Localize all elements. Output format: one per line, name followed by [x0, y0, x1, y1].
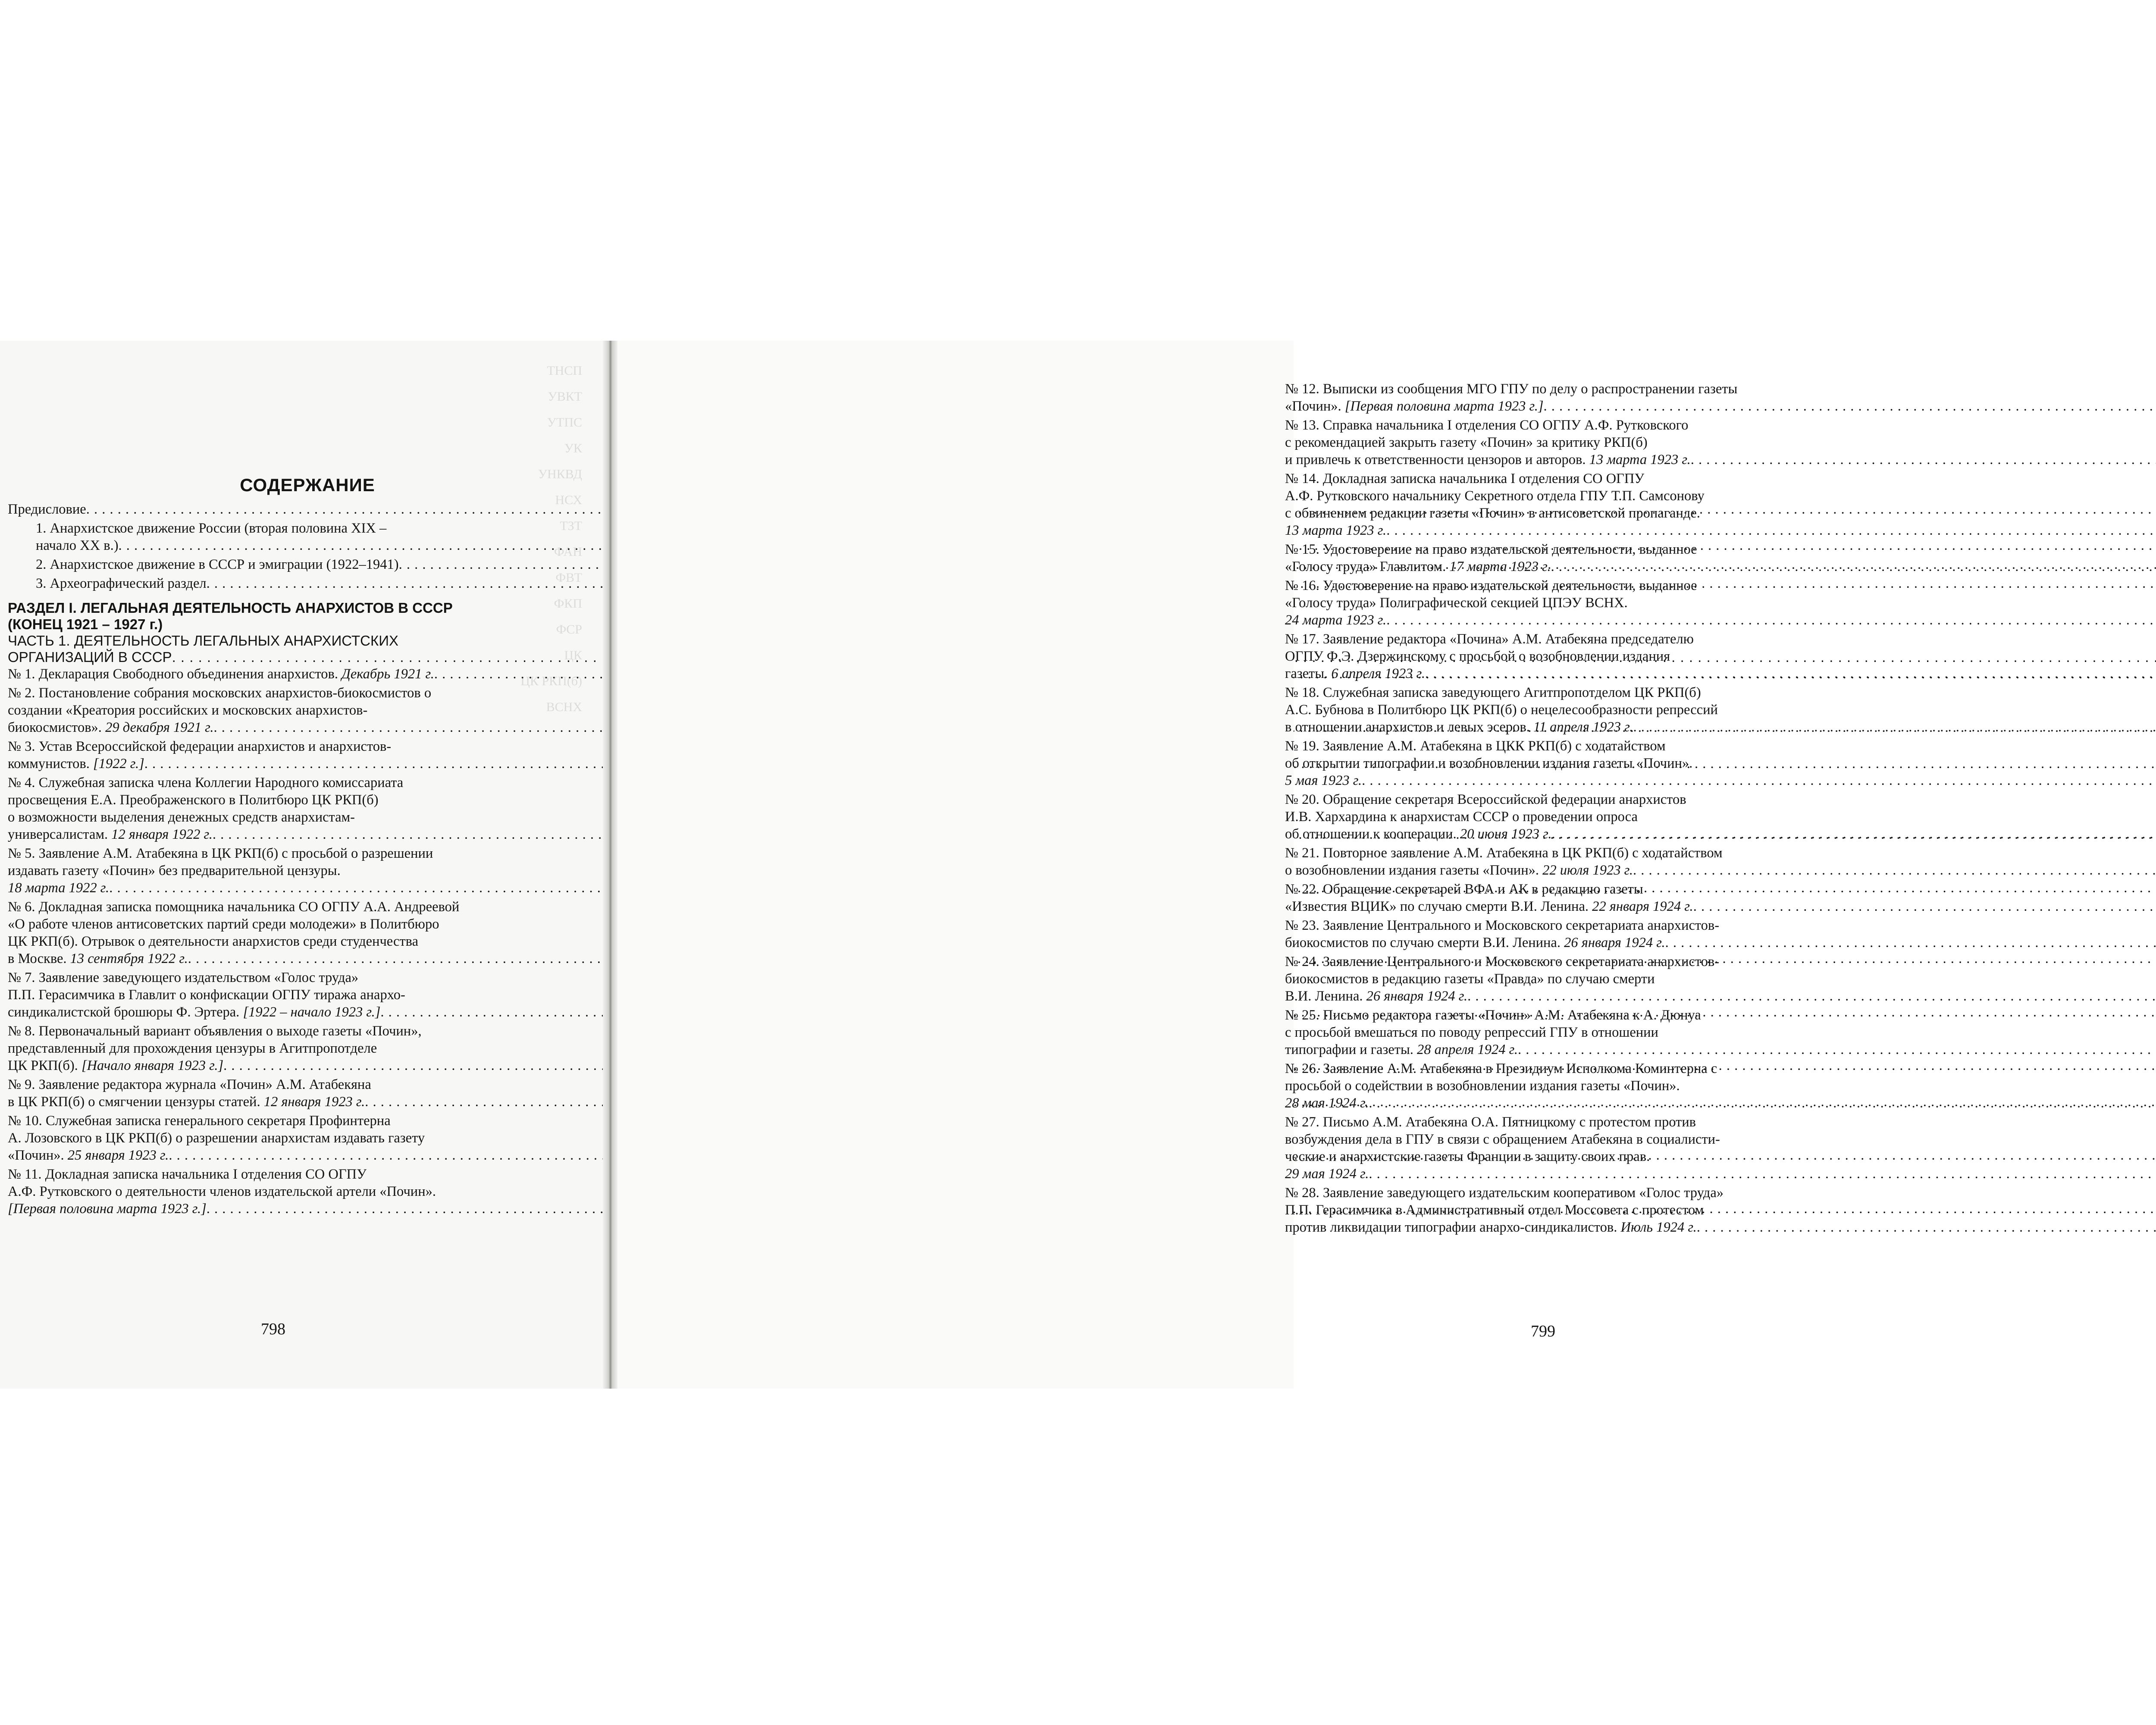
toc-entry-line — [1285, 862, 1861, 879]
entry-text: просвещения Е.А. Преображенского в Политбюро ЦК РКП(б) — [8, 792, 379, 808]
entry-text: № 14. Докладная записка начальника I отделения СО ОГПУ — [1285, 471, 1645, 486]
dot-leader — [1551, 558, 2156, 575]
entry-date: 5 мая 1923 г. — [1285, 773, 1362, 788]
toc-entry-line — [1285, 970, 1861, 988]
entry-text: коммунистов. — [8, 756, 93, 772]
toc-entry-line — [1285, 953, 1861, 970]
toc-entry-line — [8, 969, 555, 986]
toc-entry-line — [8, 1057, 555, 1074]
entry-date: 29 мая 1924 г. — [1285, 1166, 1369, 1182]
toc-entry-line — [1285, 630, 1861, 648]
entry-text: № 3. Устав Всероссийской федерации анархистов и анархистов- — [8, 739, 392, 754]
toc-entry-line — [8, 791, 555, 809]
toc-entry — [1285, 470, 1861, 539]
bleed-through-text: УВКТ — [548, 389, 582, 404]
dot-leader — [1386, 522, 2156, 539]
entry-date: [1922 – начало 1923 г.] — [243, 1004, 381, 1020]
toc-entry-line — [1285, 398, 1861, 415]
entry-text: № 27. Письмо А.М. Атабекяна О.А. Пятницкому с протестом против — [1285, 1114, 1696, 1130]
entry-text: «Голосу труда» Полиграфической секцией ЦПЭУ ВСНХ. — [1285, 595, 1628, 611]
entry-text: газеты. — [1285, 666, 1332, 681]
bleed-through-text: ФСР — [556, 622, 582, 637]
book-spread — [0, 341, 1738, 1389]
bleed-through-text: ФАН — [554, 545, 582, 559]
toc-entry-line — [8, 916, 555, 933]
toc-entry-line — [1285, 701, 1861, 718]
entry-text: создании «Креатория российских и московских анархистов- — [8, 703, 368, 718]
entry-date: [Начало января 1923 г.] — [81, 1058, 224, 1073]
entry-text: «Почин». — [1285, 398, 1345, 414]
entry-text: типографии и газеты. — [1285, 1042, 1417, 1057]
toc-entry-line — [8, 501, 555, 518]
entry-text: А. Лозовского в ЦК РКП(б) о разрешении анархистам издавать газету — [8, 1130, 425, 1146]
entry-text: А.Ф. Рутковского начальнику Секретного отдела ГПУ Т.П. Самсонову — [1285, 488, 1705, 504]
toc-entry-line — [8, 684, 555, 702]
toc-entry-line — [1285, 1024, 1861, 1041]
toc-entry-line — [1285, 772, 1861, 789]
toc-entry-line — [1285, 487, 1861, 505]
entry-text: 3. Археографический раздел — [36, 576, 207, 591]
entry-text: № 22. Обращение секретарей ВФА и АК в редакцию газеты — [1285, 881, 1643, 897]
entry-date: 6 апреля 1923 г. — [1331, 666, 1425, 681]
entry-text: № 4. Служебная записка члена Коллегии Народного комиссариата — [8, 775, 404, 790]
toc-entry-line — [1285, 1113, 1861, 1131]
toc-entry-line — [36, 556, 555, 573]
toc-entry-line — [1285, 1095, 1861, 1112]
toc-entry — [1285, 380, 1861, 415]
toc-entry-line — [8, 1022, 555, 1040]
toc-entry — [8, 501, 555, 518]
entry-text: в ЦК РКП(б) о смягчении цензуры статей. — [8, 1094, 264, 1110]
entry-date: 28 мая 1924 г. — [1285, 1095, 1369, 1111]
entry-text: синдикалистской брошюры Ф. Эртера. — [8, 1004, 243, 1020]
document-entry-list — [8, 665, 555, 1217]
toc-entry-line — [8, 665, 555, 683]
toc-entry-line — [1285, 470, 1861, 487]
section-heading — [8, 600, 555, 633]
toc-entry — [8, 969, 555, 1021]
entry-text: издавать газету «Почин» без предварительной цензуры. — [8, 863, 341, 878]
entry-text: биокосмистов в редакцию газеты «Правда» по случаю смерти — [1285, 971, 1655, 987]
entry-text: начало XX в.) — [36, 538, 119, 553]
entry-date: 29 декабря 1921 г. — [105, 720, 214, 735]
part-heading — [8, 633, 555, 665]
entry-date: 28 апреля 1924 г. — [1417, 1042, 1518, 1057]
page-folio: 798 — [261, 1320, 285, 1338]
entry-date: 13 марта 1923 г. — [1589, 452, 1691, 467]
entry-text: «О работе членов антисоветских партий среди молодежи» в Политбюро — [8, 916, 439, 932]
entry-date: 17 марта 1923 г. — [1449, 559, 1551, 574]
toc-entry-line — [1285, 988, 1861, 1005]
entry-text: о возможности выделения денежных средств анархистам- — [8, 809, 355, 825]
toc-entry — [1285, 953, 1861, 1005]
toc-entry — [8, 1022, 555, 1074]
dot-leader — [1369, 1095, 2156, 1112]
toc-entry-line — [1285, 1041, 1861, 1058]
entry-date: [Первая половина марта 1923 г.] — [1344, 398, 1544, 414]
bleed-through-text: ВСНХ — [546, 700, 582, 714]
toc-entry-line — [1285, 1165, 1861, 1182]
dot-leader — [1467, 988, 2156, 1005]
toc-entry-line — [8, 1147, 555, 1164]
entry-text: № 8. Первоначальный вариант объявления о выходе газеты «Почин», — [8, 1023, 422, 1039]
toc-entry-line — [1285, 844, 1861, 862]
bleed-through-text: ТЗТ — [560, 519, 582, 533]
toc-entry-line — [1285, 825, 1861, 843]
entry-text: и привлечь к ответственности цензоров и авторов. — [1285, 452, 1589, 467]
toc-entry-line — [8, 1166, 555, 1183]
toc-entry-line — [8, 950, 555, 967]
entry-date: 12 января 1923 г. — [263, 1094, 365, 1110]
entry-text: просьбой о содействии в возобновлении издания газеты «Почин». — [1285, 1078, 1680, 1094]
entry-text: с обвинением редакции газеты «Почин» в антисоветской пропаганде. — [1285, 505, 1700, 521]
dot-leader — [1633, 862, 2156, 879]
toc-entry-line — [8, 738, 555, 755]
entry-text: Предисловие — [8, 502, 86, 517]
entry-date: 18 марта 1922 г. — [8, 880, 110, 896]
document-entry-list — [1285, 380, 1861, 1236]
toc-entry — [1285, 1184, 1861, 1236]
toc-entry — [8, 738, 555, 772]
toc-entry — [8, 665, 555, 683]
entry-text: № 17. Заявление редактора «Почина» А.М. Атабекяна председателю — [1285, 631, 1694, 647]
bleed-through-text: ЦК — [564, 648, 582, 662]
entry-date: 12 января 1922 г. — [111, 827, 213, 842]
toc-entry-line — [1285, 1148, 1861, 1165]
entry-text: 2. Анархистское движение в СССР и эмиграции (1922–1941) — [36, 557, 399, 572]
entry-date: 11 апреля 1923 г. — [1533, 719, 1633, 735]
toc-entry-line — [1285, 594, 1861, 612]
entry-date: [1922 г.] — [93, 756, 144, 772]
entry-text: биокосмистов». — [8, 720, 106, 735]
toc-entry-line — [8, 1040, 555, 1057]
entry-text: универсалистам. — [8, 827, 112, 842]
entry-text: № 20. Обращение секретаря Всероссийской федерации анархистов — [1285, 792, 1686, 807]
toc-entry-line — [8, 755, 555, 772]
entry-text: о возобновлении издания газеты «Почин». — [1285, 862, 1543, 878]
entry-date: Июль 1924 г. — [1620, 1220, 1697, 1235]
toc-entry — [1285, 541, 1861, 575]
toc-entry-line — [8, 826, 555, 843]
entry-text: представленный для прохождения цензуры в Агитпропотделе — [8, 1041, 377, 1056]
toc-entry-line — [1285, 648, 1861, 665]
right-page — [610, 341, 1738, 1389]
bleed-through-text: ЦК РКП(б) — [520, 674, 582, 688]
entry-text: об отношении к кооперации. — [1285, 826, 1460, 842]
toc-entry-line — [8, 1129, 555, 1147]
entry-text: № 7. Заявление заведующего издательством «Голос труда» — [8, 970, 359, 985]
toc-entry-line — [1285, 934, 1861, 951]
toc-entry-line — [8, 719, 555, 736]
right-toc-content — [1285, 380, 1861, 1238]
entry-text: биокосмистов по случаю смерти В.И. Ленина. — [1285, 935, 1564, 950]
entry-text: «Почин». — [8, 1148, 68, 1163]
toc-entry-line — [36, 520, 555, 537]
entry-text: № 25. Письмо редактора газеты «Почин» А.М. Атабекяна к А. Дюнуа — [1285, 1007, 1701, 1023]
toc-entry-line — [1285, 665, 1861, 682]
section-heading-line: (КОНЕЦ 1921 – 1927 г.) — [8, 616, 163, 632]
toc-entry-line — [1285, 1201, 1861, 1219]
toc-entry-line — [8, 1112, 555, 1129]
entry-text: А.С. Бубнова в Политбюро ЦК РКП(б) о нецелесообразности репрессий — [1285, 702, 1718, 718]
toc-entry-line — [8, 702, 555, 719]
entry-text: № 9. Заявление редактора журнала «Почин» А.М. Атабекяна — [8, 1077, 371, 1092]
entry-text: 1. Анархистское движение России (вторая половина XIX – — [36, 521, 387, 536]
toc-entry — [8, 575, 555, 592]
entry-text: № 26. Заявление А.М. Атабекяна в Президиум Исполкома Коминтерна с — [1285, 1061, 1717, 1076]
entry-text: № 11. Докладная записка начальника I отделения СО ОГПУ — [8, 1167, 367, 1182]
toc-entry — [8, 556, 555, 573]
toc-entry — [1285, 630, 1861, 682]
entry-date: 13 сентября 1922 г. — [70, 951, 188, 966]
toc-entry-line — [8, 1004, 555, 1021]
dot-leader — [1633, 718, 2156, 736]
dot-leader — [1362, 772, 2156, 789]
toc-entry-line — [1285, 577, 1861, 594]
entry-text: с рекомендацией закрыть газету «Почин» за критику РКП(б) — [1285, 435, 1648, 450]
toc-entry-line — [36, 537, 555, 554]
toc-entry — [1285, 1113, 1861, 1182]
toc-entry-line — [36, 575, 555, 592]
toc-entry-line — [1285, 505, 1861, 522]
toc-entry-line — [1285, 737, 1861, 755]
toc-entry-line — [1285, 1007, 1861, 1024]
entry-text: № 12. Выписки из сообщения МГО ГПУ по делу о распространении газеты — [1285, 381, 1738, 397]
dot-leader — [1544, 398, 2156, 415]
toc-entry-line — [1285, 417, 1861, 434]
part-heading-line: ЧАСТЬ 1. ДЕЯТЕЛЬНОСТЬ ЛЕГАЛЬНЫХ АНАРХИСТСКИХ — [8, 633, 398, 649]
toc-entry — [8, 684, 555, 736]
entry-text: В.И. Ленина. — [1285, 988, 1366, 1004]
toc-entry — [8, 1076, 555, 1110]
entry-date: 26 января 1924 г. — [1366, 988, 1468, 1004]
dot-leader — [1369, 1165, 2156, 1182]
toc-entry-line — [1285, 612, 1861, 629]
toc-entry — [1285, 417, 1861, 468]
entry-text: № 13. Справка начальника I отделения СО ОГПУ А.Ф. Рутковского — [1285, 417, 1689, 433]
entry-text: П.П. Герасимчика в Административный отдел Моссовета с протестом — [1285, 1202, 1704, 1218]
entry-text: против ликвидации типографии анархо-синдикалистов. — [1285, 1220, 1621, 1235]
entry-date: 24 марта 1923 г. — [1285, 612, 1387, 628]
toc-entry-line — [8, 809, 555, 826]
toc-entry — [1285, 917, 1861, 951]
toc-entry-line — [1285, 1131, 1861, 1148]
toc-entry-line — [1285, 881, 1861, 898]
toc-entry — [1285, 844, 1861, 879]
entry-text: ОГПУ Ф.Э. Дзержинскому с просьбой о возобновлении издания — [1285, 649, 1670, 664]
bleed-through-text: УНКВД — [538, 467, 582, 481]
toc-entry-line — [1285, 755, 1861, 772]
dot-leader — [1693, 898, 2156, 915]
entry-text: в Москве. — [8, 951, 70, 966]
part-heading-line: ОРГАНИЗАЦИЙ В СССР . . . — [8, 649, 555, 665]
entry-text: И.В. Хархардина к анархистам СССР о проведении опроса — [1285, 809, 1638, 825]
bleed-through-text: ТНСП — [547, 364, 582, 378]
toc-entry — [8, 774, 555, 843]
entry-text: № 2. Постановление собрания московских анархистов-биокосмистов о — [8, 685, 432, 701]
dot-leader — [1518, 1041, 2156, 1058]
toc-entry-line — [1285, 380, 1861, 398]
toc-entry-line — [8, 1183, 555, 1200]
bleed-through-text: ФКП — [554, 596, 582, 611]
dot-leader — [1665, 934, 2156, 951]
entry-text: № 28. Заявление заведующего издательским кооперативом «Голос труда» — [1285, 1185, 1724, 1201]
entry-text: «Известия ВЦИК» по случаю смерти В.И. Ленина. — [1285, 899, 1592, 914]
toc-entry-line — [1285, 522, 1861, 539]
toc-entry-line — [1285, 1184, 1861, 1201]
toc-entry — [8, 1112, 555, 1164]
dot-leader — [1691, 451, 2156, 468]
toc-entry-line — [8, 1093, 555, 1110]
toc-entry-line — [8, 898, 555, 916]
entry-text: ЦК РКП(б). Отрывок о деятельности анархистов среди студенчества — [8, 934, 419, 949]
entry-text: «Голосу труда» Главлитом. — [1285, 559, 1450, 574]
toc-entry — [1285, 791, 1861, 843]
bleed-through-text: УК — [564, 441, 582, 455]
entry-date: [Первая половина марта 1923 г.] — [8, 1201, 207, 1217]
entry-text: возбуждения дела в ГПУ в связи с обращением Атабекяна в социалисти- — [1285, 1132, 1720, 1147]
entry-text: ЦК РКП(б). — [8, 1058, 81, 1073]
entry-text: № 15. Удостоверение на право издательской деятельности, выданное — [1285, 542, 1697, 557]
toc-entry-line — [1285, 1077, 1861, 1095]
section-heading-line: РАЗДЕЛ I. ЛЕГАЛЬНАЯ ДЕЯТЕЛЬНОСТЬ АНАРХИСТОВ В СССР — [8, 600, 453, 616]
toc-entry-line — [1285, 808, 1861, 825]
toc-entry — [8, 520, 555, 554]
toc-entry-line — [1285, 451, 1861, 468]
toc-entry-line — [1285, 558, 1861, 575]
toc-entry-line — [1285, 1219, 1861, 1236]
bleed-through-text: НСХ — [555, 493, 582, 507]
toc-entry — [1285, 737, 1861, 789]
page-folio: 799 — [1531, 1322, 1555, 1340]
toc-entry — [1285, 1060, 1861, 1112]
entry-text: № 18. Служебная записка заведующего Агитпропотделом ЦК РКП(б) — [1285, 685, 1701, 700]
bleed-through-text: УТПС — [547, 415, 582, 430]
toc-entry-line — [8, 1200, 555, 1217]
entry-date: 22 января 1924 г. — [1592, 899, 1693, 914]
entry-text: П.П. Герасимчика в Главлит о конфискации ОГПУ тиража анархо- — [8, 987, 405, 1003]
dot-leader — [1551, 825, 2156, 843]
entry-date: 22 июля 1923 г. — [1542, 862, 1633, 878]
entry-text: с просьбой вмешаться по поводу репрессий ГПУ в отношении — [1285, 1025, 1658, 1040]
dot-leader — [1386, 612, 2156, 629]
entry-text: в отношении анархистов и левых эсеров. — [1285, 719, 1533, 735]
entry-date: Декабрь 1921 г. — [342, 666, 434, 682]
entry-text: № 19. Заявление А.М. Атабекяна в ЦКК РКП(б) с ходатайством — [1285, 738, 1666, 754]
toc-entry-line — [8, 879, 555, 897]
toc-entry-line — [8, 933, 555, 950]
entry-text: № 23. Заявление Центрального и Московского секретариата анархистов- — [1285, 918, 1720, 933]
toc-entry-line — [1285, 434, 1861, 451]
entry-text: № 1. Декларация Свободного объединения анархистов. — [8, 666, 342, 682]
toc-entry — [8, 1166, 555, 1217]
entry-text: ческие и анархистские газеты Франции в защиту своих прав. — [1285, 1149, 1650, 1164]
toc-entry — [8, 898, 555, 967]
toc-entry — [1285, 684, 1861, 736]
toc-entry-line — [8, 774, 555, 791]
toc-entry-line — [1285, 898, 1861, 915]
entry-text: № 6. Докладная записка помощника начальника СО ОГПУ А.А. Андреевой — [8, 899, 460, 915]
toc-entry-line — [8, 862, 555, 879]
toc-entry-line — [1285, 684, 1861, 701]
toc-entry-line — [1285, 791, 1861, 808]
entry-text: № 16. Удостоверение на право издательской деятельности, выданное — [1285, 578, 1697, 593]
dot-leader — [1697, 1219, 2156, 1236]
toc-entry-line — [1285, 1060, 1861, 1077]
toc-entry-line — [8, 845, 555, 862]
book-gutter — [603, 341, 617, 1389]
bleed-through-text: ФВТ — [555, 571, 582, 585]
intro-entry-list — [8, 501, 555, 592]
entry-text: № 21. Повторное заявление А.М. Атабекяна в ЦК РКП(б) с ходатайством — [1285, 845, 1723, 861]
left-page — [0, 341, 610, 1389]
page-title: СОДЕРЖАНИЕ — [240, 475, 375, 495]
toc-entry — [1285, 577, 1861, 629]
toc-entry-line — [8, 986, 555, 1004]
entry-text: № 24. Заявление Центрального и Московского секретариата анархистов- — [1285, 954, 1720, 969]
entry-date: 13 марта 1923 г. — [1285, 523, 1387, 538]
toc-entry — [1285, 1007, 1861, 1058]
toc-entry-line — [8, 1076, 555, 1093]
toc-entry — [1285, 881, 1861, 915]
left-toc-content — [8, 477, 555, 1219]
entry-text: А.Ф. Рутковского о деятельности членов издательской артели «Почин». — [8, 1184, 436, 1199]
entry-date: 26 января 1924 г. — [1564, 935, 1665, 950]
toc-entry-line — [1285, 541, 1861, 558]
entry-text: об открытии типографии и возобновлении издания газеты «Почин». — [1285, 756, 1693, 771]
entry-date: 20 июня 1923 г. — [1460, 826, 1552, 842]
toc-entry-line — [1285, 917, 1861, 934]
entry-text: № 10. Служебная записка генерального секретаря Профинтерна — [8, 1113, 391, 1129]
entry-date: 25 января 1923 г. — [67, 1148, 169, 1163]
dot-leader — [1425, 665, 2156, 682]
toc-entry-line — [1285, 718, 1861, 736]
toc-entry — [8, 845, 555, 897]
entry-text: № 5. Заявление А.М. Атабекяна в ЦК РКП(б) с просьбой о разрешении — [8, 846, 433, 861]
